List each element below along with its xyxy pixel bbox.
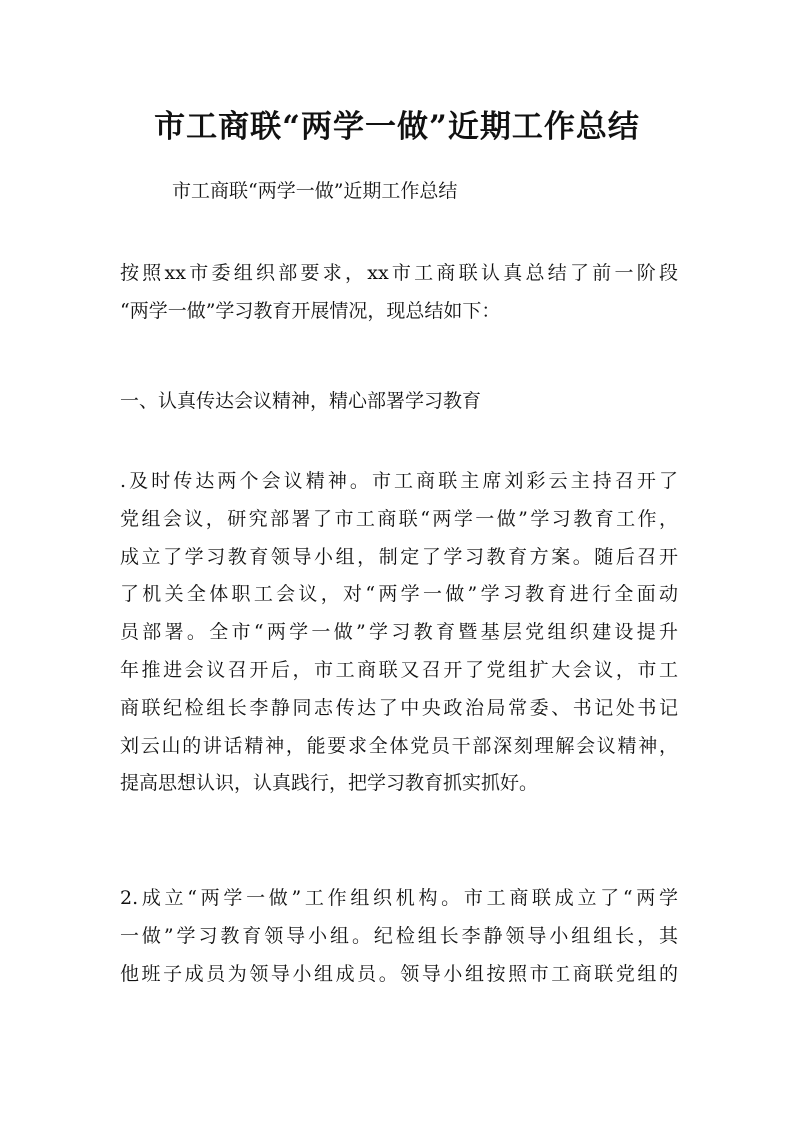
- paragraph-1-line: 党组会议，研究部署了市工商联“两学一做”学习教育工作，: [120, 507, 678, 530]
- intro-line-1: 按照xx市委组织部要求，xx市工商联认真总结了前一阶段: [120, 262, 678, 284]
- paragraph-2-line: 2.成立“两学一做”工作组织机构。市工商联成立了“两学: [120, 887, 678, 909]
- paragraph-1-line: 提高思想认识，认真践行，把学习教育抓实抓好。: [120, 772, 539, 795]
- paragraph-2-line: 他班子成员为领导小组成员。领导小组按照市工商联党组的: [120, 962, 678, 985]
- paragraph-1-line: 了机关全体职工会议，对“两学一做”学习教育进行全面动: [120, 583, 678, 606]
- paragraph-1-line: 年推进会议召开后，市工商联又召开了党组扩大会议，市工: [120, 658, 678, 681]
- paragraph-1: [120, 463, 678, 803]
- paragraph-1-line: 成立了学习教育领导小组，制定了学习教育方案。随后召开: [120, 545, 678, 568]
- document-title: 市工商联“两学一做”近期工作总结: [154, 109, 640, 145]
- intro-line-2: “两学一做”学习教育开展情况，现总结如下：: [120, 299, 501, 322]
- document-subtitle: 市工商联“两学一做”近期工作总结: [172, 180, 458, 202]
- paragraph-1-line: 商联纪检组长李静同志传达了中央政治局常委、书记处书记: [120, 696, 678, 719]
- paragraph-1-line: 刘云山的讲话精神，能要求全体党员干部深刻理解会议精神，: [120, 734, 678, 757]
- paragraph-1-line: .及时传达两个会议精神。市工商联主席刘彩云主持召开了: [120, 470, 678, 492]
- paragraph-1-line: 员部署。全市“两学一做”学习教育暨基层党组织建设提升: [120, 621, 678, 644]
- section-heading: 一、认真传达会议精神，精心部署学习教育: [120, 390, 482, 412]
- paragraph-2-line: 一做”学习教育领导小组。纪检组长李静领导小组组长，其: [120, 924, 678, 947]
- intro-paragraph: [120, 255, 678, 331]
- paragraph-2: [120, 880, 678, 993]
